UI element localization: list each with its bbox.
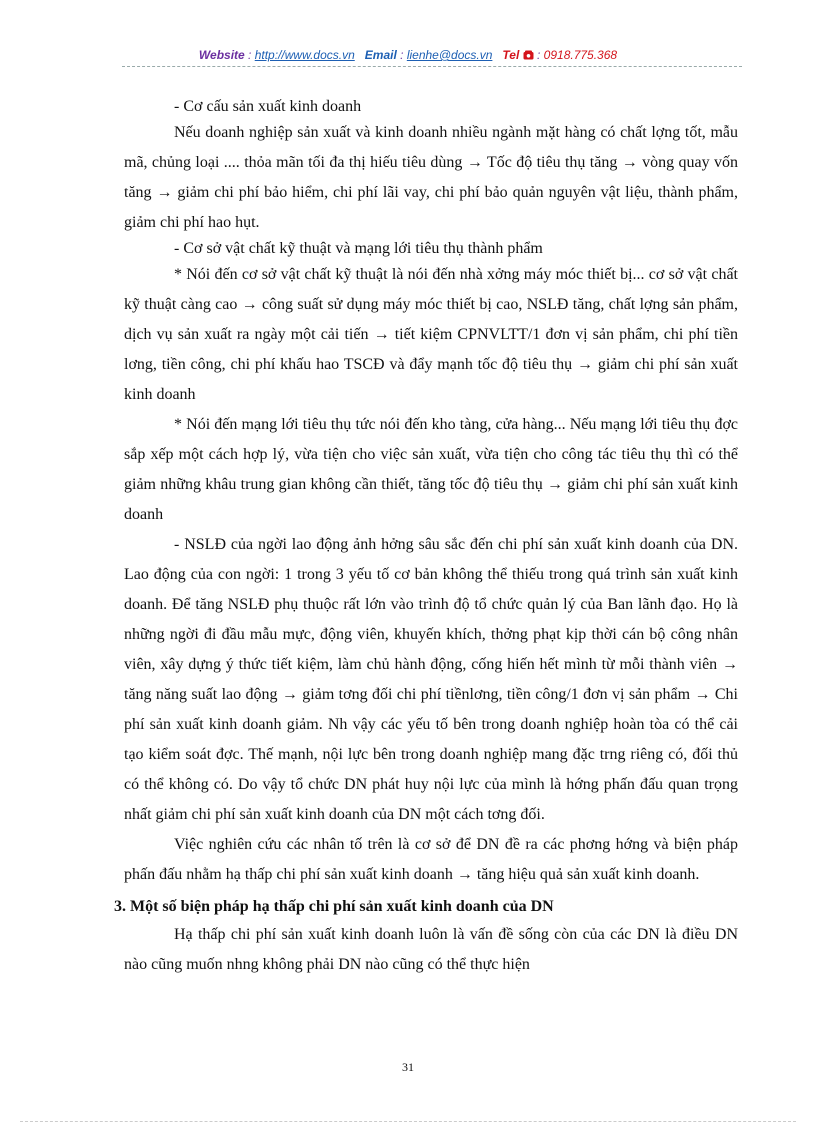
paragraph: - Cơ sở vật chất kỹ thuật và mạng lới tiêu thụ thành phẩm bbox=[174, 240, 543, 257]
tel-label: Tel bbox=[502, 48, 520, 62]
website-label: Website bbox=[198, 48, 245, 62]
paragraph: - NSLĐ của ngời lao động ảnh hởng sâu sắc đến chi phí sản xuất kinh doanh của DN. Lao động của con ngời: 1 trong 3 yếu tố cơ bản không thể thiếu trong quá trình sản xuất kinh doanh. Để tăng NSLĐ phụ thuộc rất lớn vào trình độ tổ chức quản lý của Ban lãnh đạo. Họ là những ngời đi đầu mẫu mực, động viên, khuyến khích, thởng phạt kịp thời cán bộ công nhân viên, xây dựng ý thức tiết kiệm, làm chủ hành động, cống hiến hết mình từ mỗi thành viên → tăng năng suất lao động → giảm tơng đối chi phí tiềnlơng, tiền công/1 đơn vị sản phẩm → Chi phí sản xuất kinh doanh giảm. Nh vậy các yếu tố bên trong doanh nghiệp hoàn tòa có thể cải tạo kiểm soát đợc. Thế mạnh, nội lực bên trong doanh nghiệp mang đặc trng riêng có, đối thủ có thể không có. Do vậy tổ chức DN phát huy nội lực của mình là hớng phấn đấu quan trọng nhất giảm chi phí sản xuất kinh doanh của DN một cách tơng đối. bbox=[124, 536, 738, 823]
section-heading: 3. Một số biện pháp hạ thấp chi phí sản xuất kinh doanh của DN bbox=[114, 898, 554, 915]
email-link[interactable]: lienhe@docs.vn bbox=[406, 48, 493, 62]
paragraph: Việc nghiên cứu các nhân tố trên là cơ sở để DN đề ra các phơng hớng và biện pháp phấn đấu nhằm hạ thấp chi phí sản xuất kinh doanh → tăng hiệu quả sản xuất kinh doanh. bbox=[124, 836, 738, 883]
page-bottom-divider bbox=[20, 1121, 796, 1122]
email-label: Email bbox=[364, 48, 397, 62]
paragraph: Nếu doanh nghiệp sản xuất và kinh doanh nhiều ngành mặt hàng có chất lợng tốt, mẫu mã, chủng loại .... thỏa mãn tối đa thị hiếu tiêu dùng → Tốc độ tiêu thụ tăng → vòng quay vốn tăng → giảm chi phí bảo hiểm, chi phí lãi vay, chi phí bảo quản nguyên vật liệu, thành phẩm, giảm chi phí hao hụt. bbox=[124, 124, 738, 231]
page-header: Website : http://www.docs.vn Email : lienhe@docs.vn Tel : 0918.775.368 bbox=[198, 48, 618, 62]
tel-value: 0918.775.368 bbox=[543, 48, 618, 62]
page-body bbox=[114, 96, 738, 980]
paragraph: - Cơ cấu sản xuất kinh doanh bbox=[174, 98, 362, 115]
phone-icon bbox=[523, 48, 534, 62]
header-divider bbox=[122, 66, 742, 67]
page-number: 31 bbox=[402, 1060, 414, 1074]
paragraph: Hạ thấp chi phí sản xuất kinh doanh luôn là vấn đề sống còn của các DN là điều DN nào cũng muốn nhng không phải DN nào cũng có thể thực hiện bbox=[124, 926, 738, 973]
website-link[interactable]: http://www.docs.vn bbox=[254, 48, 355, 62]
paragraph: * Nói đến cơ sở vật chất kỹ thuật là nói đến nhà xởng máy móc thiết bị... cơ sở vật chất kỹ thuật càng cao → công suất sử dụng máy móc thiết bị cao, NSLĐ tăng, chất lợng sản phẩm, dịch vụ sản xuất ra ngày một cải tiến → tiết kiệm CPNVLTT/1 đơn vị sản phẩm, chi phí tiền lơng, tiền công, chi phí khấu hao TSCĐ và đẩy mạnh tốc độ tiêu thụ → giảm chi phí sản xuất kinh doanh bbox=[124, 266, 738, 403]
paragraph: * Nói đến mạng lới tiêu thụ tức nói đến kho tàng, cửa hàng... Nếu mạng lới tiêu thụ đợc sắp xếp một cách hợp lý, vừa tiện cho việc sản xuất, vừa tiện cho công tác tiêu thụ thì có thể giảm những khâu trung gian không cần thiết, tăng tốc độ tiêu thụ → giảm chi phí sản xuất kinh doanh bbox=[124, 416, 738, 523]
